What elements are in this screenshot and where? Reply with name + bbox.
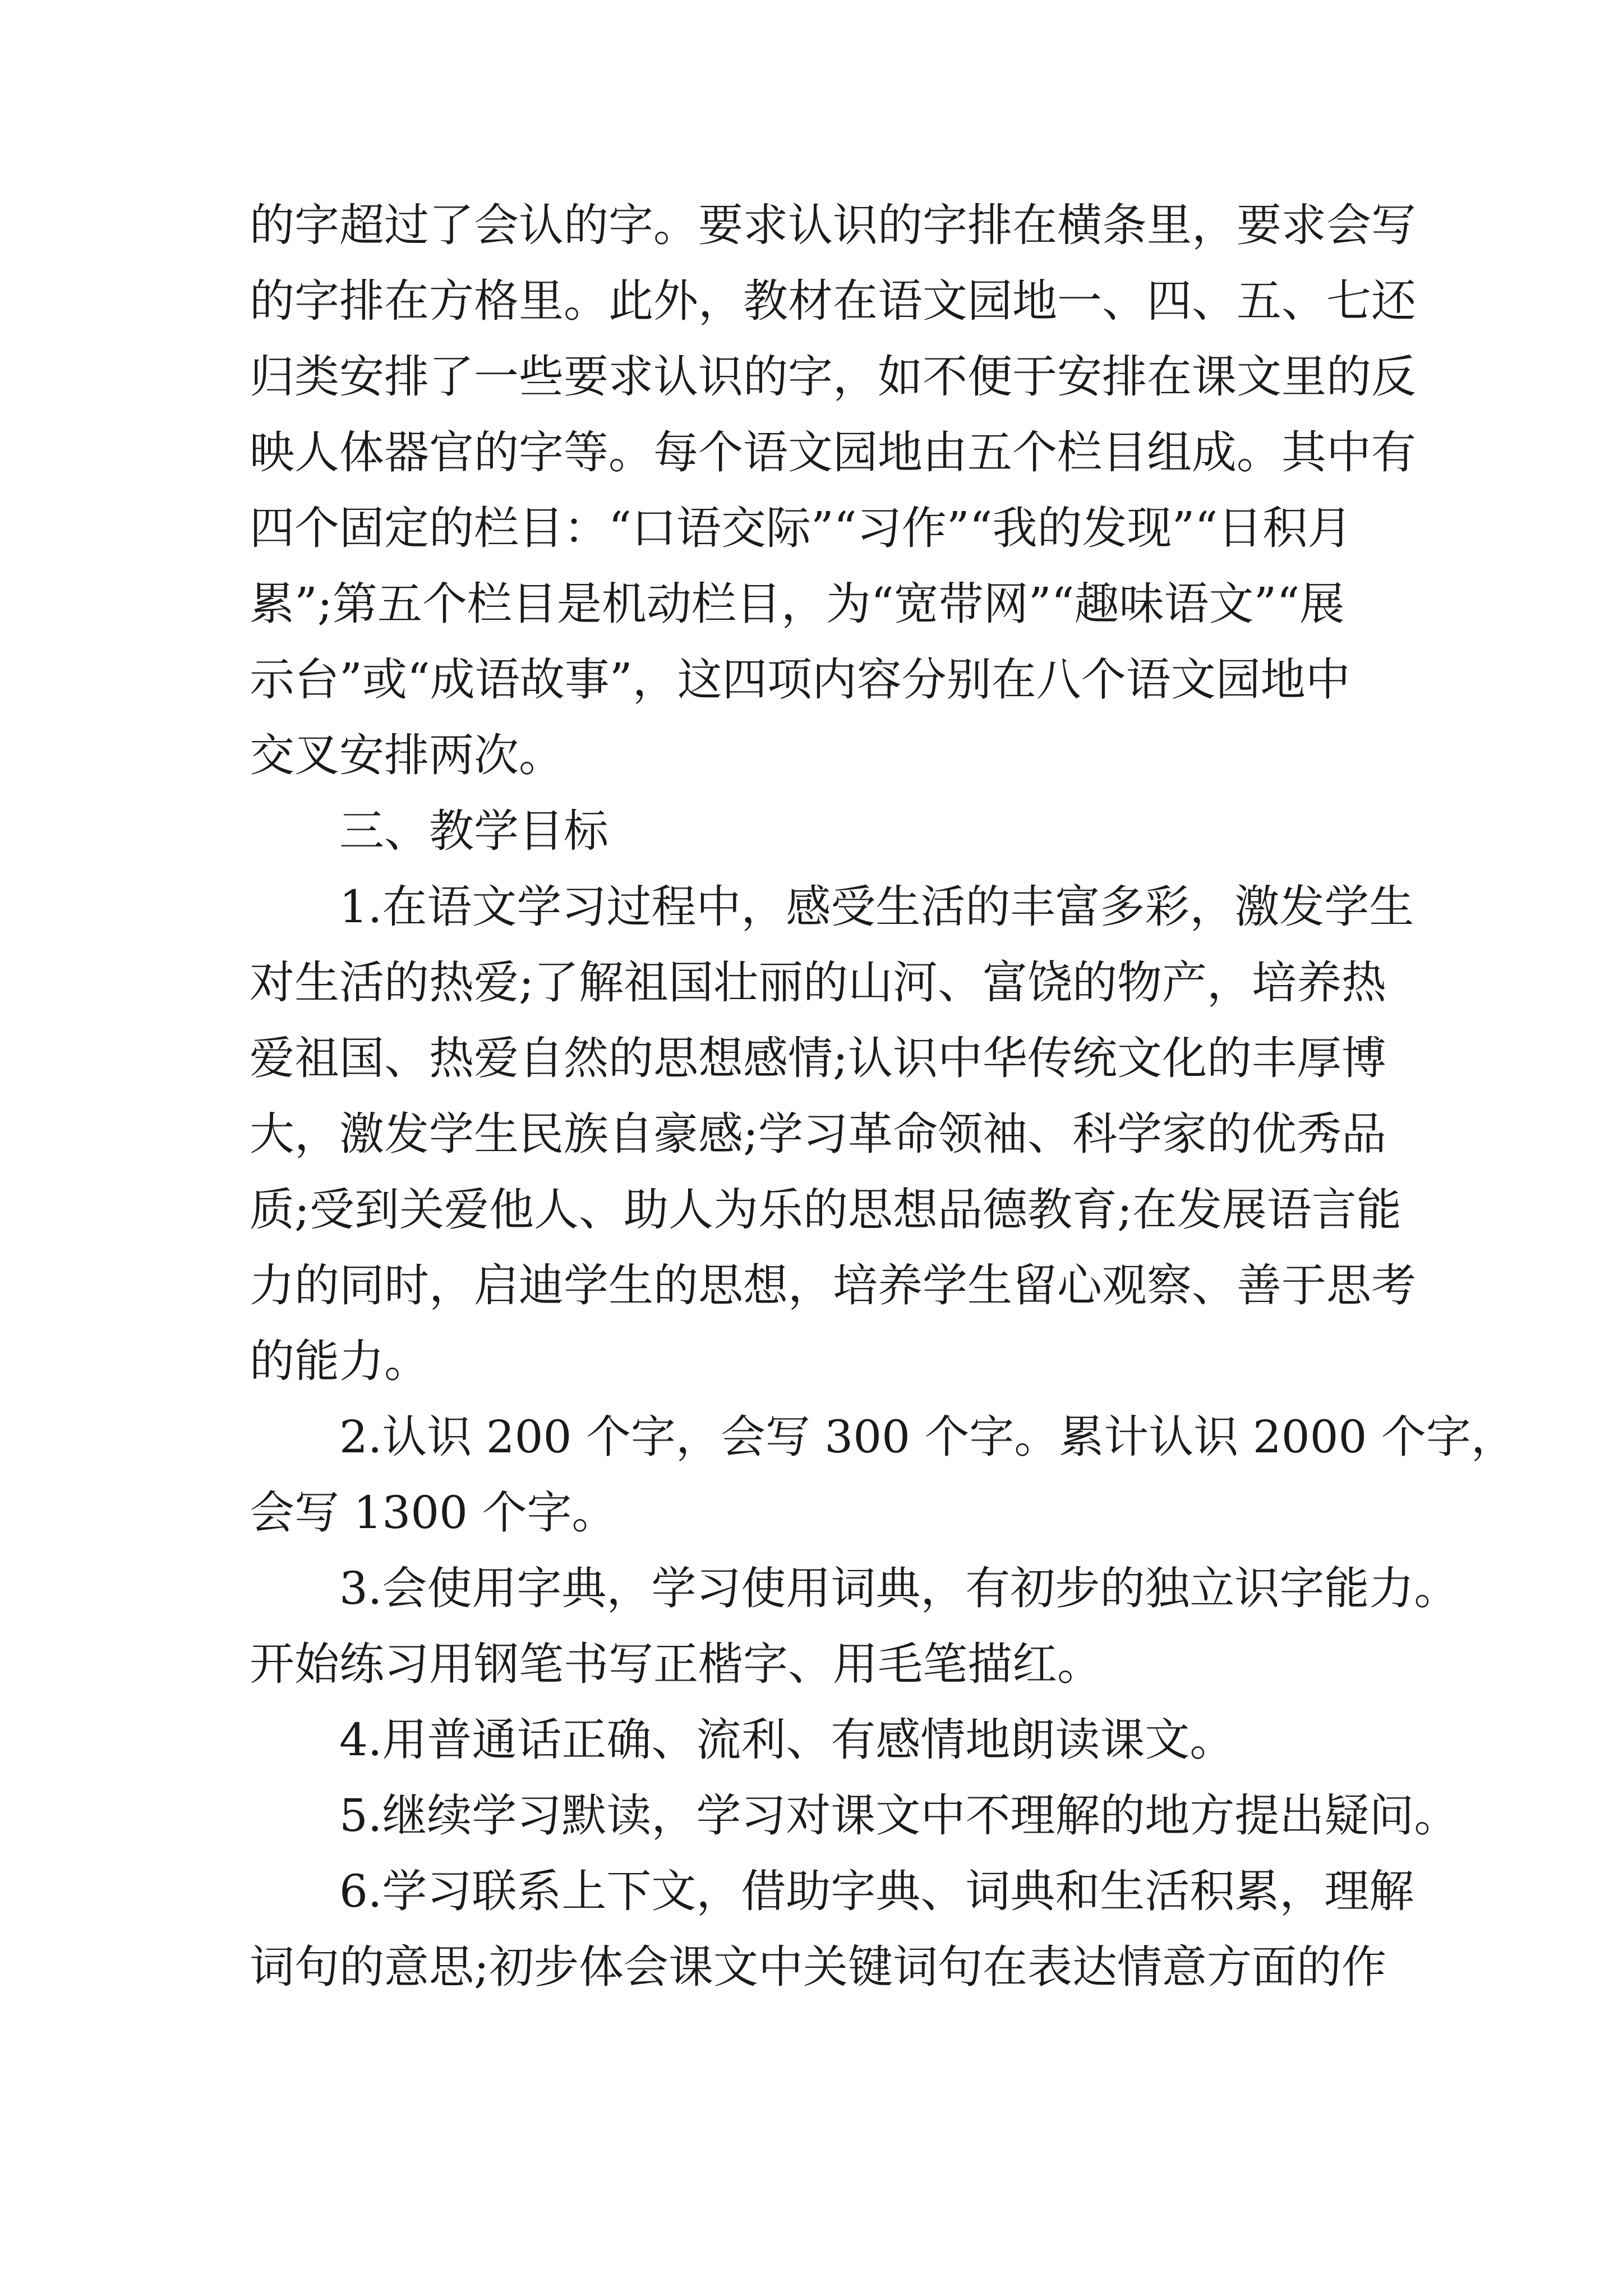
text-line: 词句的意思;初步体会课文中关键词句在表达情意方面的作 bbox=[250, 1941, 1386, 1993]
text-line: 开始练习用钢笔书写正楷字、用毛笔描红。 bbox=[250, 1638, 1102, 1690]
text-line: 质;受到关爱他人、助人为乐的思想品德教育;在发展语言能 bbox=[250, 1184, 1401, 1236]
text-line: 的字排在方格里。此外，教材在语文园地一、四、五、七还 bbox=[250, 275, 1416, 327]
text-line: 示台”或“成语故事”，这四项内容分别在八个语文园地中 bbox=[250, 654, 1350, 706]
text-line: 会写 1300 个字。 bbox=[250, 1487, 617, 1539]
text-line: 3.会使用字典，学习使用词典，有初步的独立识字能力。 bbox=[339, 1562, 1459, 1614]
text-line: 的能力。 bbox=[250, 1335, 429, 1387]
text-line: 交叉安排两次。 bbox=[250, 729, 564, 781]
text-line: 1.在语文学习过程中，感受生活的丰富多彩，激发学生 bbox=[339, 881, 1414, 933]
text-line: 映人体器官的字等。每个语文园地由五个栏目组成。其中有 bbox=[250, 426, 1416, 478]
text-line: 对生活的热爱;了解祖国壮丽的山河、富饶的物产，培养热 bbox=[250, 956, 1386, 1009]
text-line: 5.继续学习默读，学习对课文中不理解的地方提出疑问。 bbox=[339, 1789, 1459, 1842]
text-line: 归类安排了一些要求认识的字，如不便于安排在课文里的反 bbox=[250, 351, 1416, 403]
text-line: 的字超过了会认的字。要求认识的字排在横条里，要求会写 bbox=[250, 199, 1416, 251]
text-line: 4.用普通话正确、流利、有感情地朗读课文。 bbox=[339, 1714, 1235, 1766]
text-line: 力的同时，启迪学生的思想，培养学生留心观察、善于思考 bbox=[250, 1259, 1416, 1312]
text-line: 爱祖国、热爱自然的思想感情;认识中华传统文化的丰厚博 bbox=[250, 1032, 1386, 1084]
text-line: 四个固定的栏目：“口语交际”“习作”“我的发现”“日积月 bbox=[250, 502, 1353, 554]
text-line: 2.认识 200 个字，会写 300 个字。累计认识 2000 个字， bbox=[339, 1411, 1516, 1463]
text-line: 累”;第五个栏目是机动栏目，为“宽带网”“趣味语文”“展 bbox=[250, 578, 1345, 630]
section-heading: 三、教学目标 bbox=[339, 805, 608, 857]
text-line: 大，激发学生民族自豪感;学习革命领袖、科学家的优秀品 bbox=[250, 1108, 1386, 1160]
text-line: 6.学习联系上下文，借助字典、词典和生活积累，理解 bbox=[339, 1865, 1414, 1917]
